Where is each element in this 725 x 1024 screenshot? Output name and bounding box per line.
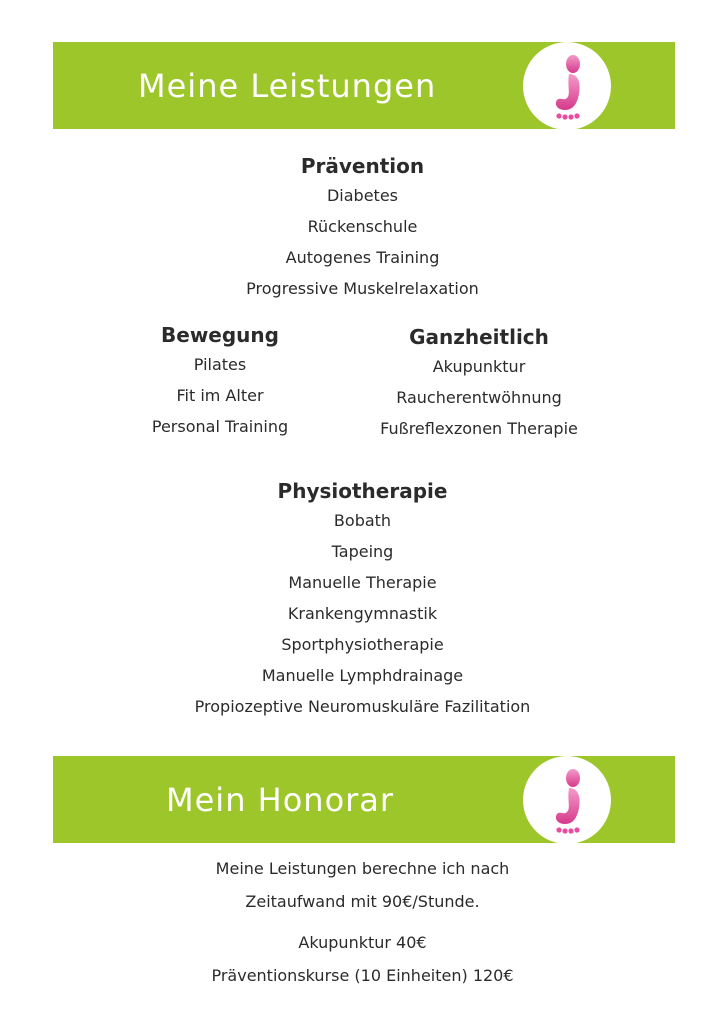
praevention-item: Diabetes <box>326 186 399 205</box>
praevention-item: Progressive Muskelrelaxation <box>246 279 479 298</box>
services-title: Meine Leistungen <box>138 66 437 105</box>
physiotherapie-item: Bobath <box>333 511 392 530</box>
bewegung-item: Personal Training <box>151 417 289 436</box>
ganzheitlich-item: Fußreflexzonen Therapie <box>380 419 578 438</box>
fee-title: Mein Honorar <box>166 780 395 819</box>
price-line: Akupunktur 40€ <box>298 933 427 952</box>
ganzheitlich-item: Akupunktur <box>432 357 526 376</box>
physiotherapie-item: Manuelle Lymphdrainage <box>261 666 464 685</box>
bewegung-section <box>120 321 320 442</box>
physiotherapie-item: Krankengymnastik <box>287 604 438 623</box>
fee-line: Meine Leistungen berechne ich nach <box>215 859 510 878</box>
fee-banner <box>53 756 675 843</box>
physiotherapie-item: Propiozeptive Neuromuskuläre Fazilitation <box>194 697 531 716</box>
fee-description <box>0 852 725 918</box>
praevention-heading: Prävention <box>300 154 425 178</box>
logo-badge <box>523 42 611 130</box>
bewegung-heading: Bewegung <box>161 323 279 347</box>
bewegung-item: Fit im Alter <box>176 386 264 405</box>
services-banner <box>53 42 675 129</box>
praevention-item: Rückenschule <box>307 217 418 236</box>
ganzheitlich-heading: Ganzheitlich <box>409 325 549 349</box>
fee-line: Zeitaufwand mit 90€/Stunde. <box>245 892 480 911</box>
ganzheitlich-section <box>358 323 600 444</box>
logo-badge <box>523 756 611 844</box>
foot-logo-icon <box>523 756 611 844</box>
physiotherapie-item: Tapeing <box>331 542 394 561</box>
praevention-item: Autogenes Training <box>285 248 440 267</box>
praevention-section <box>0 152 725 304</box>
physiotherapie-section <box>0 477 725 722</box>
ganzheitlich-item: Raucherentwöhnung <box>396 388 562 407</box>
fee-prices <box>0 926 725 992</box>
price-line: Präventionskurse (10 Einheiten) 120€ <box>211 966 514 985</box>
physiotherapie-item: Manuelle Therapie <box>288 573 437 592</box>
foot-logo-icon <box>523 42 611 130</box>
bewegung-item: Pilates <box>193 355 247 374</box>
physiotherapie-heading: Physiotherapie <box>277 479 448 503</box>
physiotherapie-item: Sportphysiotherapie <box>281 635 444 654</box>
